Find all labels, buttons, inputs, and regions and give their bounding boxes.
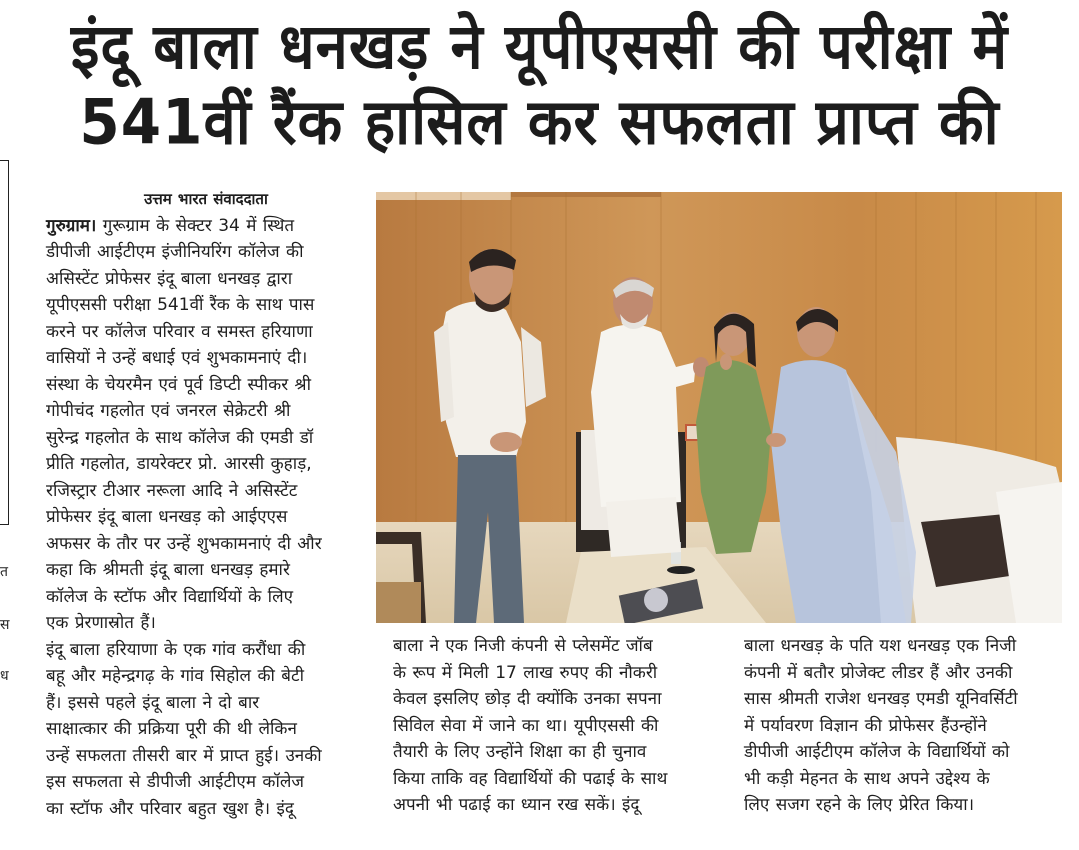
text-line: एक प्रेरणास्रोत हैं। <box>46 613 156 633</box>
text-line: डीपीजी आईटीएम इंजीनियरिंग कॉलेज की <box>46 242 304 262</box>
headline-line-1: इंदू बाला धनखड़ ने यूपीएससी की परीक्षा में <box>70 9 1009 83</box>
text-line: हैं। इससे पहले इंदू बाला ने दो बार <box>46 692 260 713</box>
text-line: बाला धनखड़ के पति यश धनखड़ एक निजी <box>744 636 1017 656</box>
text-line: संस्था के चेयरमैन एवं पूर्व डिप्टी स्पीकर श्री <box>46 374 311 395</box>
adjacent-article-border <box>0 160 9 525</box>
article-column-2 <box>393 633 723 819</box>
text-line: करने पर कॉलेज परिवार व समस्त हरियाणा <box>46 321 313 342</box>
text-line: लिए सजग रहने के लिए प्रेरित किया। <box>744 795 975 815</box>
text-line: बहू और महेन्द्रगढ़ के गांव सिहोल की बेटी <box>46 666 304 686</box>
text-line: बाला ने एक निजी कंपनी से प्लेसमेंट जॉब <box>393 636 653 656</box>
text-line: उन्हें सफलता तीसरी बार में प्राप्त हुई। उनकी <box>46 745 322 766</box>
text-line: इंदू बाला हरियाणा के एक गांव करौंधा की <box>46 639 306 660</box>
text-line: असिस्टेंट प्रोफेसर इंदू बाला धनखड़ द्वारा <box>46 268 293 289</box>
headline <box>0 8 1079 159</box>
text-line: अपनी भी पढाई का ध्यान रख सकें। इंदू <box>393 795 640 815</box>
text-line: प्रीति गहलोत, डायरेक्टर प्रो. आरसी कुहाड़, <box>46 454 312 474</box>
article-column-3 <box>744 633 1074 819</box>
byline: उत्तम भारत संवाददाता <box>144 190 268 208</box>
text-line: वासियों ने उन्हें बधाई एवं शुभकामनाएं दी। <box>46 348 308 368</box>
article-column-1 <box>46 186 366 822</box>
text-line: में पर्यावरण विज्ञान की प्रोफेसर हैंउन्होंने <box>744 715 987 736</box>
adjacent-text-fragment: ध <box>0 668 9 684</box>
group-photo <box>376 192 1062 623</box>
text-line: इस सफलता से डीपीजी आईटीएम कॉलेज <box>46 772 304 792</box>
text-line: केवल इसलिए छोड़ दी क्योंकि उनका सपना <box>393 689 662 709</box>
text-line: प्रोफेसर इंदू बाला धनखड़ को आईएएस <box>46 507 288 527</box>
dateline: गुरुग्राम। <box>46 215 97 236</box>
text-line: कंपनी में बतौर प्रोजेक्ट लीडर हैं और उनकी <box>744 662 1013 683</box>
adjacent-text-fragment: स <box>0 617 10 633</box>
text-line: रजिस्ट्रार टीआर नरूला आदि ने असिस्टेंट <box>46 480 298 501</box>
text-line: सुरेन्द्र गहलोत के साथ कॉलेज की एमडी डॉ <box>46 427 314 448</box>
first-line: गुरुग्राम। गुरूग्राम के सेक्टर 34 में स्थित <box>46 215 295 236</box>
text-line: कहा कि श्रीमती इंदू बाला धनखड़ हमारे <box>46 560 290 580</box>
text-line: का स्टॉफ और परिवार बहुत खुश है। इंदू <box>46 798 294 819</box>
ceiling-strip <box>376 192 511 200</box>
article-photo <box>376 192 1062 623</box>
text-line: तैयारी के लिए उन्होंने शिक्षा का ही चुनाव <box>393 742 647 762</box>
text-line: कॉलेज के स्टॉफ और विद्यार्थियों के लिए <box>46 586 293 607</box>
text-line: यूपीएससी परीक्षा 541वीं रैंक के साथ पास <box>46 295 315 315</box>
text-line: के रूप में मिली 17 लाख रुपए की नौकरी <box>393 662 658 683</box>
text-line: सास श्रीमती राजेश धनखड़ एमडी यूनिवर्सिटी <box>744 689 1018 709</box>
column-3-body <box>744 633 1074 819</box>
column-1-body <box>46 239 366 822</box>
text-line: साक्षात्कार की प्रक्रिया पूरी की थी लेकिन <box>46 719 297 739</box>
text-line: भी कड़ी मेहनत के साथ अपने उद्देश्य के <box>744 768 990 789</box>
column-2-body <box>393 633 723 819</box>
headline-line-2: 541वीं रैंक हासिल कर सफलता प्राप्त की <box>79 85 1000 159</box>
text-line: किया ताकि वह विद्यार्थियों की पढाई के साथ <box>393 768 668 789</box>
text-line: सिविल सेवा में जाने का था। यूपीएससी की <box>393 715 659 736</box>
text-line: अफसर के तौर पर उन्हें शुभकामनाएं दी और <box>46 533 322 554</box>
text-line: गोपीचंद गहलोत एवं जनरल सेक्रेटरी श्री <box>46 401 291 421</box>
text-line: डीपीजी आईटीएम कॉलेज के विद्यार्थियों को <box>744 742 1010 762</box>
adjacent-text-fragment: त <box>0 564 8 580</box>
